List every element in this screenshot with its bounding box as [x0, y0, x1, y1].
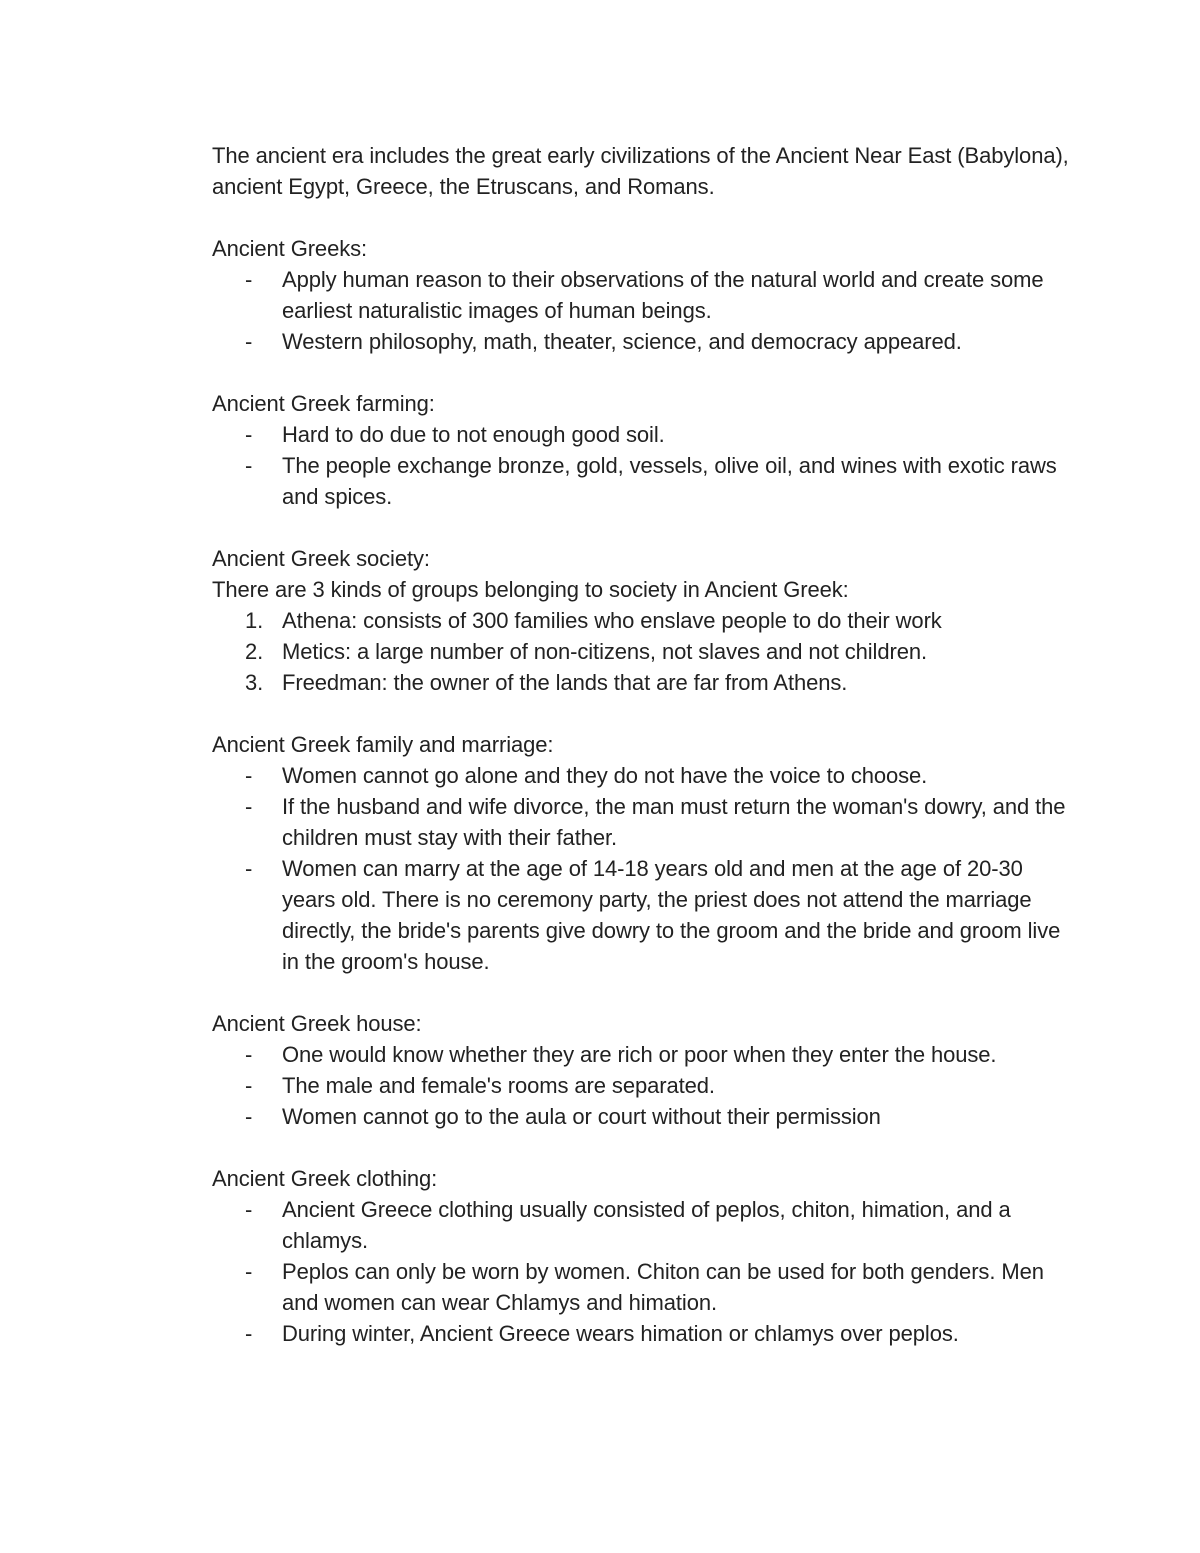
blank-line — [212, 977, 1072, 1008]
blank-line — [212, 202, 1072, 233]
list-item — [212, 667, 1072, 698]
dash-marker: - — [245, 1073, 253, 1098]
blank-line — [212, 698, 1072, 729]
list-item-text: Freedman: the owner of the lands that are far from Athens. — [282, 670, 848, 695]
dash-marker: - — [245, 1321, 253, 1346]
list-item-text: Apply human reason to their observations of the natural world and create some earliest naturalistic images of human beings. — [282, 267, 1044, 323]
number-marker: 3. — [245, 670, 264, 695]
list-item — [212, 853, 1072, 977]
list-item-text: If the husband and wife divorce, the man must return the woman's dowry, and the children must stay with their father. — [282, 794, 1066, 850]
list-item — [212, 1101, 1072, 1132]
dash-marker: - — [245, 1197, 253, 1222]
list-item — [212, 1256, 1072, 1318]
section-list — [212, 1039, 1072, 1132]
dash-marker: - — [245, 1042, 253, 1067]
section-list — [212, 419, 1072, 512]
section-list — [212, 1194, 1072, 1349]
sections-container — [212, 202, 1072, 1349]
dash-marker: - — [245, 794, 253, 819]
list-item — [212, 760, 1072, 791]
list-item-text: Ancient Greece clothing usually consisted of peplos, chiton, himation, and a chlamys. — [282, 1197, 1011, 1253]
list-item-text: One would know whether they are rich or poor when they enter the house. — [282, 1042, 997, 1067]
list-item — [212, 1039, 1072, 1070]
section-heading: Ancient Greek house: — [212, 1011, 422, 1036]
dash-marker: - — [245, 763, 253, 788]
list-item — [212, 326, 1072, 357]
section-list — [212, 605, 1072, 698]
list-item — [212, 605, 1072, 636]
dash-marker: - — [245, 329, 253, 354]
dash-marker: - — [245, 422, 253, 447]
list-item-text: Peplos can only be worn by women. Chiton can be used for both genders. Men and women can wear Chlamys and himation. — [282, 1259, 1044, 1315]
list-item-text: Women cannot go to the aula or court without their permission — [282, 1104, 881, 1129]
list-item — [212, 636, 1072, 667]
list-item-text: During winter, Ancient Greece wears himation or chlamys over peplos. — [282, 1321, 959, 1346]
list-item-text: Metics: a large number of non-citizens, not slaves and not children. — [282, 639, 927, 664]
dash-marker: - — [245, 453, 253, 478]
dash-marker: - — [245, 856, 253, 881]
dash-marker: - — [245, 1259, 253, 1284]
document-page — [212, 140, 1072, 1349]
section-list — [212, 760, 1072, 977]
list-item — [212, 419, 1072, 450]
list-item — [212, 1070, 1072, 1101]
intro-paragraph: The ancient era includes the great early civilizations of the Ancient Near East (Babylona), ancient Egypt, Greece, the Etruscans, and Romans. — [212, 143, 1069, 199]
section-heading: Ancient Greek family and marriage: — [212, 732, 554, 757]
number-marker: 1. — [245, 608, 264, 633]
list-item — [212, 791, 1072, 853]
section-heading: Ancient Greek clothing: — [212, 1166, 438, 1191]
dash-marker: - — [245, 1104, 253, 1129]
section-list — [212, 264, 1072, 357]
number-marker: 2. — [245, 639, 264, 664]
list-item — [212, 450, 1072, 512]
list-item-text: Hard to do due to not enough good soil. — [282, 422, 665, 447]
list-item — [212, 1194, 1072, 1256]
list-item-text: Athena: consists of 300 families who enslave people to do their work — [282, 608, 942, 633]
list-item-text: The male and female's rooms are separated. — [282, 1073, 715, 1098]
section-heading: Ancient Greek society: — [212, 546, 430, 571]
dash-marker: - — [245, 267, 253, 292]
blank-line — [212, 512, 1072, 543]
list-item-text: Women can marry at the age of 14-18 years old and men at the age of 20-30 years old. There is no ceremony party, the priest does not attend the marriage directly, the bride's parents give dowry to the groom and the bride and groom live in the groom's house. — [282, 856, 1061, 974]
section-heading: Ancient Greek farming: — [212, 391, 435, 416]
blank-line — [212, 357, 1072, 388]
list-item — [212, 1318, 1072, 1349]
list-item-text: The people exchange bronze, gold, vessels, olive oil, and wines with exotic raws and spices. — [282, 453, 1057, 509]
list-item — [212, 264, 1072, 326]
blank-line — [212, 1132, 1072, 1163]
list-item-text: Women cannot go alone and they do not have the voice to choose. — [282, 763, 928, 788]
section-heading: Ancient Greeks: — [212, 236, 368, 261]
list-item-text: Western philosophy, math, theater, science, and democracy appeared. — [282, 329, 962, 354]
section-subheading: There are 3 kinds of groups belonging to society in Ancient Greek: — [212, 577, 849, 602]
